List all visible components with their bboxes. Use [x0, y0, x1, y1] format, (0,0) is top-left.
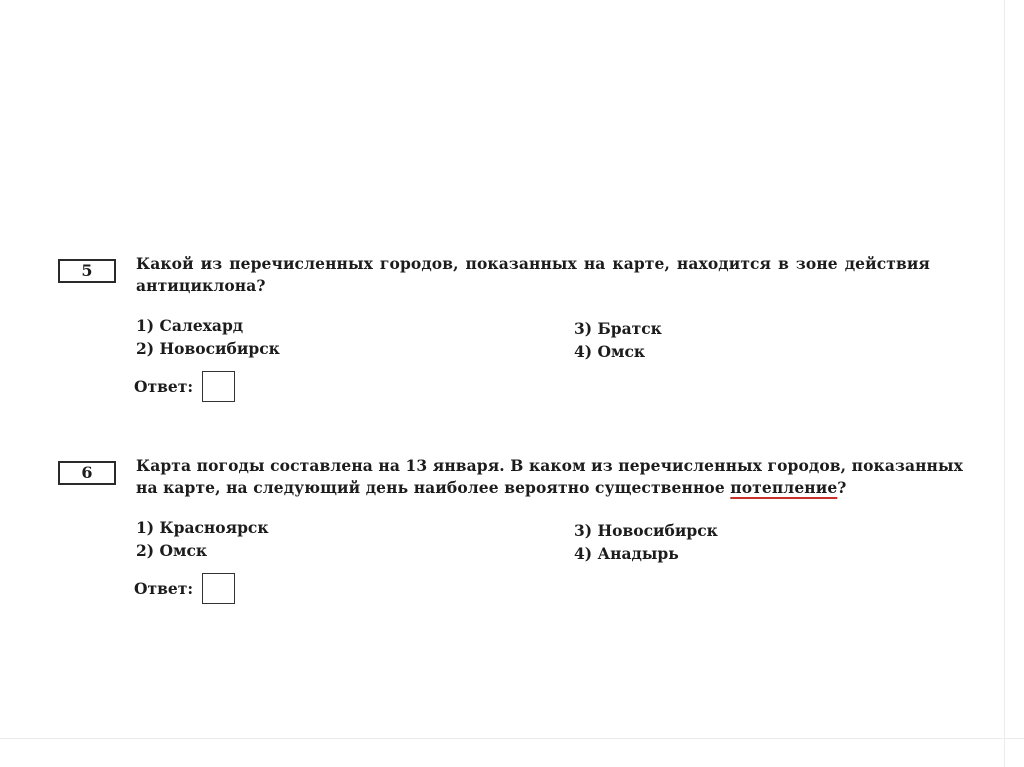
- option-2: 2) Омск: [136, 541, 208, 560]
- page-edge-bottom: [0, 738, 1024, 739]
- answer-label: Ответ:: [134, 377, 194, 396]
- answer-input-box[interactable]: [202, 371, 235, 402]
- question-line: Какой из перечисленных городов, показанных на карте, находится в зоне действия: [136, 254, 930, 273]
- task-number-box: 5: [58, 259, 116, 283]
- option-3: 3) Братск: [574, 319, 662, 338]
- task-number-box: 6: [58, 461, 116, 485]
- question-line: Карта погоды составлена на 13 января. В каком из перечисленных городов, показанных: [136, 456, 963, 475]
- answer-label: Ответ:: [134, 579, 194, 598]
- question-text: на карте, на следующий день наиболее вероятно существенное: [136, 478, 731, 497]
- question-line: антициклона?: [136, 276, 266, 295]
- option-1: 1) Красноярск: [136, 518, 269, 537]
- answer-options: [136, 517, 930, 567]
- option-4: 4) Омск: [574, 342, 646, 361]
- option-1: 1) Салехард: [136, 316, 244, 335]
- option-4: 4) Анадырь: [574, 544, 679, 563]
- question-mark: ?: [837, 478, 847, 497]
- option-3: 3) Новосибирск: [574, 521, 718, 540]
- underlined-word: потепление: [730, 478, 838, 497]
- page-edge-right: [1004, 0, 1005, 767]
- task-question: [136, 455, 963, 499]
- answer-options: [136, 315, 930, 365]
- question-line: [136, 477, 930, 499]
- answer-input-box[interactable]: [202, 573, 235, 604]
- task-question: [136, 253, 930, 297]
- option-2: 2) Новосибирск: [136, 339, 280, 358]
